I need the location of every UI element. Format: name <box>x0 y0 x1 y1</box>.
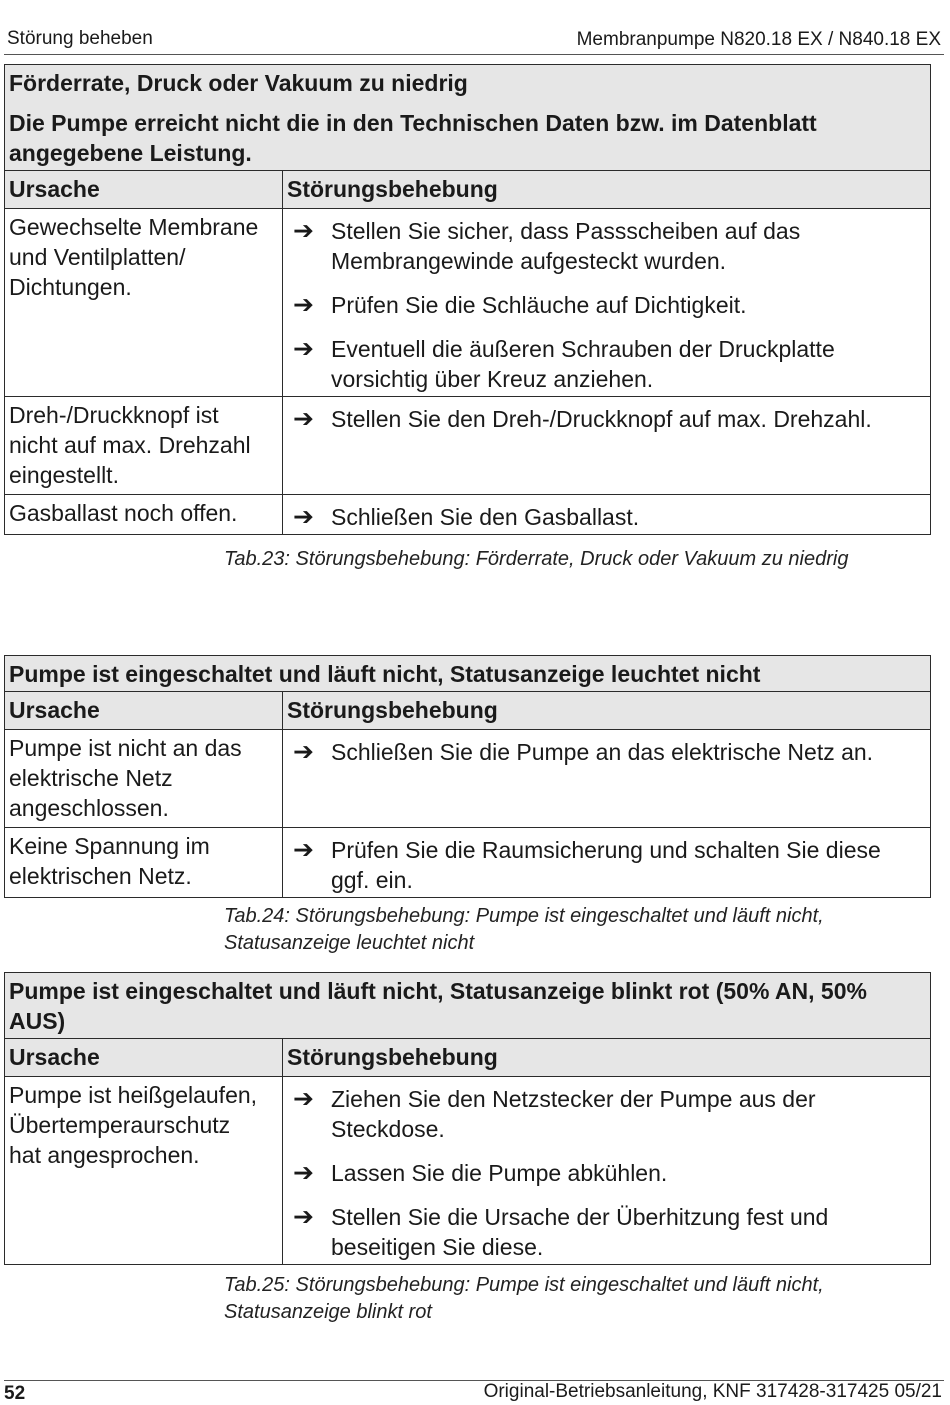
table-row <box>5 397 931 495</box>
fix-item <box>293 1084 900 1144</box>
table-title-cell <box>5 973 931 1039</box>
fix-text: Ziehen Sie den Netzstecker der Pumpe aus der Steckdose. <box>331 1086 816 1142</box>
header-divider <box>4 54 944 55</box>
column-header-row <box>5 1039 931 1077</box>
fix-item <box>293 404 900 434</box>
troubleshooting-table-25 <box>4 972 931 1265</box>
cause-cell: Pumpe ist heißgelaufen, Übertemperaurschutz hat angesprochen. <box>5 1077 283 1265</box>
table-title-row <box>5 973 931 1039</box>
column-header-cause: Ursache <box>5 692 283 730</box>
arrow-right-icon: ➔ <box>293 1159 314 1187</box>
table-title: Pumpe ist eingeschaltet und läuft nicht, Statusanzeige leuchtet nicht <box>9 661 761 687</box>
page-number: 52 <box>4 1383 26 1404</box>
fix-item <box>293 737 900 767</box>
troubleshooting-table-24 <box>4 655 931 898</box>
cause-cell: Pumpe ist nicht an das elektrische Netz angeschlossen. <box>5 730 283 828</box>
cause-cell: Keine Spannung im elektrischen Netz. <box>5 828 283 898</box>
header-section-title: Störung beheben <box>7 28 153 49</box>
column-header-fix: Störungsbehebung <box>283 1039 931 1077</box>
fix-cell <box>283 495 931 535</box>
arrow-right-icon: ➔ <box>293 335 314 363</box>
fix-item <box>293 216 900 276</box>
fix-text: Stellen Sie die Ursache der Überhitzung fest und beseitigen Sie diese. <box>331 1204 829 1260</box>
column-header-row <box>5 692 931 730</box>
table-row <box>5 209 931 397</box>
cause-cell: Dreh-/Druckknopf ist nicht auf max. Drehzahl eingestellt. <box>5 397 283 495</box>
footer-document-id: Original-Betriebsanleitung, KNF 317428-317425 05/21 <box>483 1381 942 1402</box>
fix-text: Stellen Sie sicher, dass Passscheiben auf das Membrangewinde aufgesteckt wurden. <box>331 218 801 274</box>
arrow-right-icon: ➔ <box>293 503 314 531</box>
cause-cell: Gewechselte Membrane und Ventilplatten/ Dichtungen. <box>5 209 283 397</box>
troubleshooting-table-23 <box>4 64 931 535</box>
fix-item <box>293 835 900 895</box>
fix-cell <box>283 209 931 397</box>
column-header-row <box>5 171 931 209</box>
fix-text: Eventuell die äußeren Schrauben der Druckplatte vorsichtig über Kreuz anziehen. <box>331 336 835 392</box>
arrow-right-icon: ➔ <box>293 1203 314 1231</box>
column-header-cause: Ursache <box>5 1039 283 1077</box>
fix-text: Stellen Sie den Dreh-/Druckknopf auf max. Drehzahl. <box>331 406 872 432</box>
column-header-cause: Ursache <box>5 171 283 209</box>
fix-item <box>293 1158 900 1188</box>
table-row <box>5 828 931 898</box>
table-row <box>5 495 931 535</box>
fix-text: Prüfen Sie die Raumsicherung und schalten Sie diese ggf. ein. <box>331 837 881 893</box>
table-subtitle: Die Pumpe erreicht nicht die in den Technischen Daten bzw. im Datenblatt angegebene Leistung. <box>9 110 817 166</box>
table-caption: Tab.24: Störungsbehebung: Pumpe ist eingeschaltet und läuft nicht, Statusanzeige leuchtet nicht <box>224 905 824 954</box>
fix-cell <box>283 397 931 495</box>
cause-cell: Gasballast noch offen. <box>5 495 283 535</box>
table-title-cell <box>5 656 931 692</box>
table-title-row <box>5 656 931 692</box>
arrow-right-icon: ➔ <box>293 738 314 766</box>
table-title: Förderrate, Druck oder Vakuum zu niedrig <box>9 70 468 96</box>
table-title: Pumpe ist eingeschaltet und läuft nicht, Statusanzeige blinkt rot (50% AN, 50% AUS) <box>9 978 867 1034</box>
table-caption: Tab.23: Störungsbehebung: Förderrate, Druck oder Vakuum zu niedrig <box>224 548 849 570</box>
table-row <box>5 1077 931 1265</box>
arrow-right-icon: ➔ <box>293 1085 314 1113</box>
column-header-fix: Störungsbehebung <box>283 692 931 730</box>
header-product-name: Membranpumpe N820.18 EX / N840.18 EX <box>576 29 941 50</box>
fix-cell <box>283 828 931 898</box>
table-row <box>5 730 931 828</box>
fix-text: Schließen Sie die Pumpe an das elektrische Netz an. <box>331 739 874 765</box>
fix-item <box>293 502 900 532</box>
table-title-cell <box>5 65 931 171</box>
fix-cell <box>283 730 931 828</box>
arrow-right-icon: ➔ <box>293 291 314 319</box>
table-title-row <box>5 65 931 171</box>
fix-text: Prüfen Sie die Schläuche auf Dichtigkeit. <box>331 292 747 318</box>
fix-item <box>293 334 900 394</box>
fix-cell <box>283 1077 931 1265</box>
column-header-fix: Störungsbehebung <box>283 171 931 209</box>
fix-text: Schließen Sie den Gasballast. <box>331 504 640 530</box>
arrow-right-icon: ➔ <box>293 217 314 245</box>
table-caption: Tab.25: Störungsbehebung: Pumpe ist eingeschaltet und läuft nicht, Statusanzeige blinkt rot <box>224 1274 824 1323</box>
arrow-right-icon: ➔ <box>293 405 314 433</box>
fix-item <box>293 290 900 320</box>
fix-item <box>293 1202 900 1262</box>
fix-text: Lassen Sie die Pumpe abkühlen. <box>331 1160 668 1186</box>
arrow-right-icon: ➔ <box>293 836 314 864</box>
